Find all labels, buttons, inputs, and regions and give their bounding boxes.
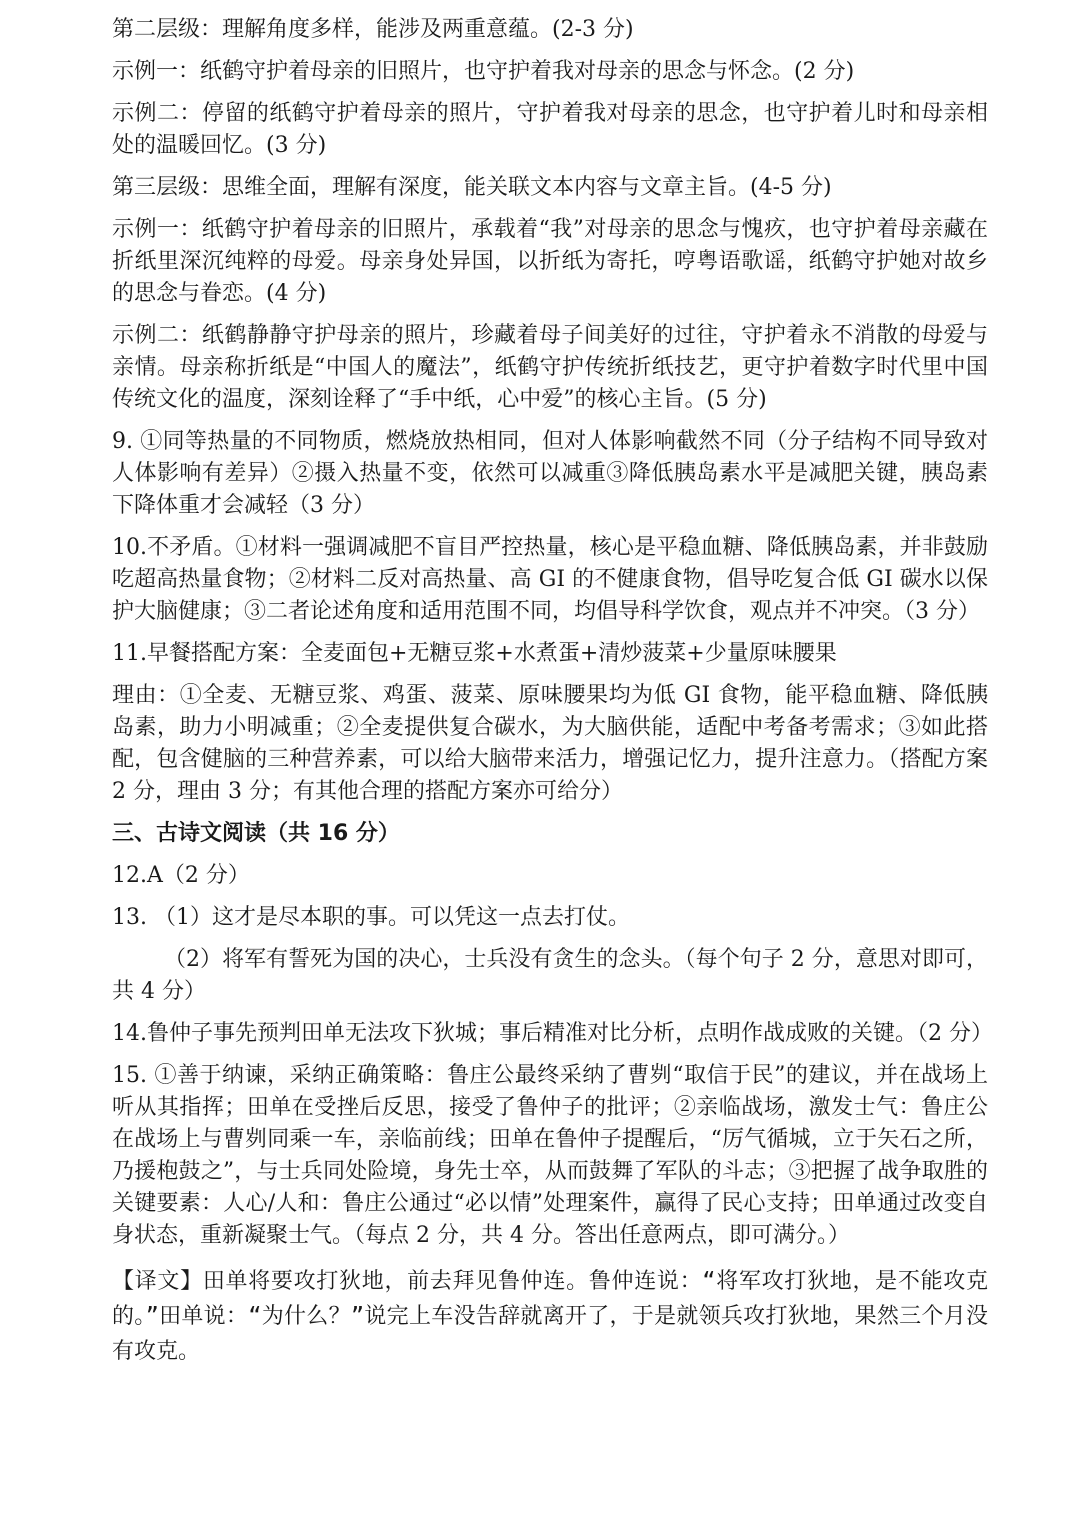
translation-paragraph: 【译文】田单将要攻打狄地，前去拜见鲁仲连。鲁仲连说：“将军攻打狄地，是不能攻克的。”田单说：“为什么？”说完上车没告辞就离开了，于是就领兵攻打狄地，果然三个月没有攻克。 (112, 1269, 988, 1364)
answer-10: 10.不矛盾。①材料一强调减肥不盲目严控热量，核心是平稳血糖、降低胰岛素，并非鼓励吃超高热量食物；②材料二反对高热量、高 GI 的不健康食物，倡导吃复合低 GI 碳水以保护大脑健康；③二者论述角度和适用范围不同，均倡导科学饮食，观点并不冲突。（3 分） (112, 535, 988, 624)
level-two-example-one: 示例一：纸鹤守护着母亲的旧照片，也守护着我对母亲的思念与怀念。(2 分) (112, 59, 855, 84)
level-two-example-two: 示例二：停留的纸鹤守护着母亲的照片，守护着我对母亲的思念，也守护着儿时和母亲相处的温暖回忆。(3 分) (112, 101, 988, 158)
answer-15: 15. ①善于纳谏，采纳正确策略：鲁庄公最终采纳了曹刿“取信于民”的建议，并在战场上听从其指挥；田单在受挫后反思，接受了鲁仲子的批评；②亲临战场，激发士气：鲁庄公在战场上与曹刿同乘一车，亲临前线；田单在鲁仲子提醒后，“厉气循城，立于矢石之所，乃援枹鼓之”，与士兵同处险境，身先士卒，从而鼓舞了军队的斗志；③把握了战争取胜的关键要素：人心/人和：鲁庄公通过“必以情”处理案件，赢得了民心支持；田单通过改变自身状态，重新凝聚士气。（每点 2 分，共 4 分。答出任意两点，即可满分。） (112, 1063, 989, 1248)
answer-13-2: （2）将军有誓死为国的决心，士兵没有贪生的念头。（每个句子 2 分，意思对即可，共 4 分） (112, 947, 988, 1004)
answer-14: 14.鲁仲子事先预判田单无法攻下狄城；事后精准对比分析，点明作战成败的关键。（2 分） (112, 1021, 993, 1046)
answer-13-1: 13. （1）这才是尽本职的事。可以凭这一点去打仗。 (112, 905, 630, 930)
answer-9: 9. ①同等热量的不同物质，燃烧放热相同，但对人体影响截然不同（分子结构不同导致对人体影响有差异）②摄入热量不变，依然可以减重③降低胰岛素水平是减肥关键，胰岛素下降体重才会减轻（3 分） (112, 429, 988, 518)
level-three-criterion: 第三层级：思维全面，理解有深度，能关联文本内容与文章主旨。(4-5 分) (112, 175, 832, 200)
answer-11: 11.早餐搭配方案：全麦面包+无糖豆浆+水煮蛋+清炒菠菜+少量原味腰果 (112, 641, 837, 666)
level-three-example-one: 示例一：纸鹤守护着母亲的旧照片，承载着“我”对母亲的思念与愧疚，也守护着母亲藏在折纸里深沉纯粹的母爱。母亲身处异国，以折纸为寄托，哼粤语歌谣，纸鹤守护她对故乡的思念与眷恋。(4 分) (112, 217, 988, 306)
answer-12: 12.A（2 分） (112, 863, 250, 888)
answer-11-reason: 理由：①全麦、无糖豆浆、鸡蛋、菠菜、原味腰果均为低 GI 食物，能平稳血糖、降低胰岛素，助力小明减重；②全麦提供复合碳水，为大脑供能，适配中考备考需求；③如此搭配，包含健脑的三种营养素，可以给大脑带来活力，增强记忆力，提升注意力。（搭配方案 2 分，理由 3 分；有其他合理的搭配方案亦可给分） (112, 683, 988, 804)
level-three-example-two: 示例二：纸鹤静静守护母亲的照片，珍藏着母子间美好的过往，守护着永不消散的母爱与亲情。母亲称折纸是“中国人的魔法”，纸鹤守护传统折纸技艺，更守护着数字时代里中国传统文化的温度，深刻诠释了“手中纸，心中爱”的核心主旨。(5 分) (112, 323, 988, 412)
level-two-criterion: 第二层级：理解角度多样，能涉及两重意蕴。(2-3 分) (112, 17, 634, 42)
section-heading: 三、古诗文阅读（共 16 分） (112, 821, 400, 846)
